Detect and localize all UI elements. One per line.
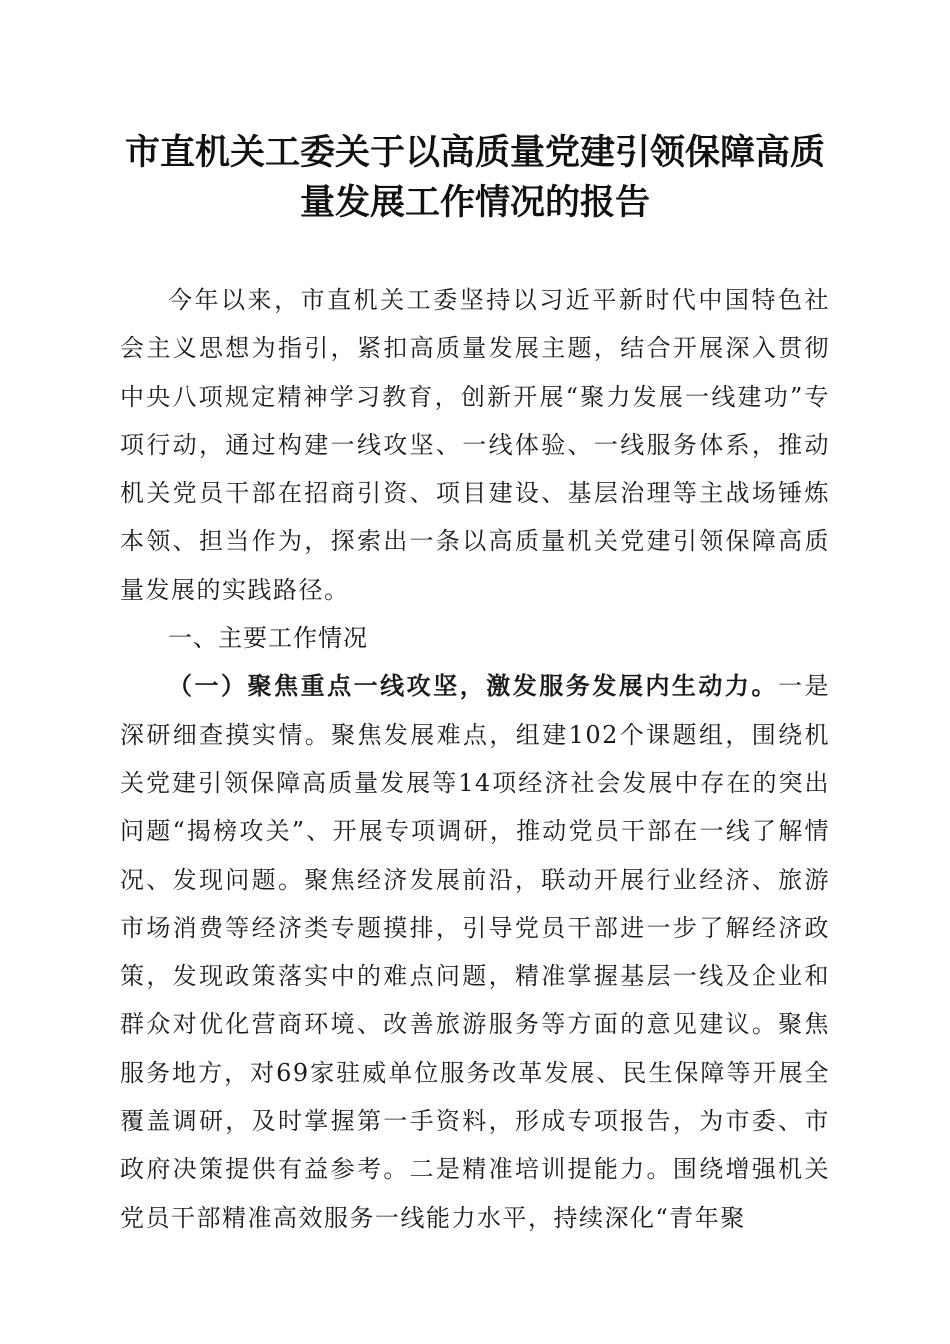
section-paragraph-focus-key-points: [120, 662, 830, 1242]
sub-section-body-text: 一是深研细查摸实情。聚焦发展难点，组建102个课题组，围绕机关党建引领保障高质量发展等14项经济社会发展中存在的突出问题“揭榜攻关”、开展专项调研，推动党员干部在一线了解情况、发现问题。聚焦经济发展前沿，联动开展行业经济、旅游市场消费等经济类专题摸排，引导党员干部进一步了解经济政策，发现政策落实中的难点问题，精准掌握基层一线及企业和群众对优化营商环境、改善旅游服务等方面的意见建议。聚焦服务地方，对69家驻威单位服务改革发展、民生保障等开展全覆盖调研，及时掌握第一手资料，形成专项报告，为市委、市政府决策提供有益参考。二是精准培训提能力。围绕增强机关党员干部精准高效服务一线能力水平，持续深化“青年聚: [120, 672, 831, 1232]
document-body: [120, 276, 830, 1242]
document-title-line-2: 量发展工作情况的报告: [299, 182, 650, 223]
document-title-line-1: 市直机关工委关于以高质量党建引领保障高质: [124, 132, 825, 173]
section-heading-main-work: 一、主要工作情况: [168, 624, 368, 653]
document-title: [112, 128, 838, 228]
intro-paragraph: 今年以来，市直机关工委坚持以习近平新时代中国特色社会主义思想为指引，紧扣高质量发展主题，结合开展深入贯彻中央八项规定精神学习教育，创新开展“聚力发展一线建功”专项行动，通过构建一线攻坚、一线体验、一线服务体系，推动机关党员干部在招商引资、项目建设、基层治理等主战场锤炼本领、担当作为，探索出一条以高质量机关党建引领保障高质量发展的实践路径。: [120, 286, 830, 604]
sub-heading-focus-key-points: （一）聚焦重点一线攻坚，激发服务发展内生动力。: [168, 671, 778, 701]
